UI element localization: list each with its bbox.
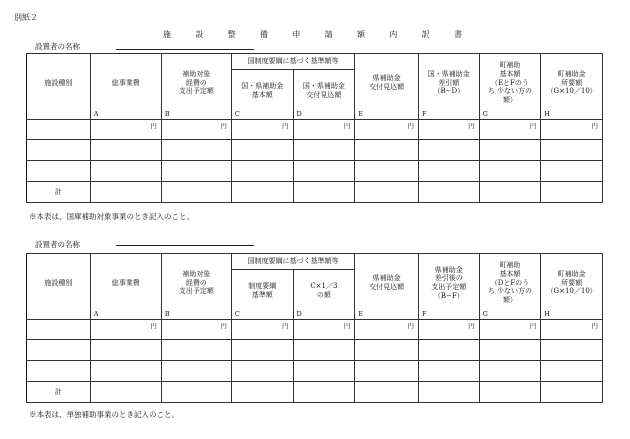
amount-cell[interactable] — [293, 161, 355, 182]
column-header-line: （G×10／10） — [546, 287, 597, 296]
amount-cell[interactable] — [90, 140, 161, 161]
title-char: 申 — [292, 30, 302, 39]
total-row — [27, 182, 603, 203]
column-letter: F — [421, 309, 427, 318]
amount-cell[interactable] — [90, 320, 161, 340]
amount-cell[interactable] — [541, 182, 603, 203]
owner-name-label-1: 設置者の名称 — [35, 42, 80, 51]
yen-unit: 円 — [220, 322, 227, 330]
column-letter: D — [296, 109, 302, 118]
column-header-line: 補助対象 — [182, 69, 211, 78]
column-header — [231, 70, 293, 120]
column-header-line: 支出予定額 — [431, 283, 467, 291]
column-header-line: （B−F） — [433, 291, 464, 300]
column-letter: E — [358, 109, 363, 118]
amount-cell[interactable] — [479, 361, 541, 382]
column-header — [355, 254, 419, 320]
amount-cell[interactable] — [161, 340, 231, 361]
column-letter: C — [234, 309, 240, 318]
column-header — [355, 54, 419, 120]
amount-cell[interactable] — [541, 161, 603, 182]
table-row — [27, 120, 603, 140]
amount-cell[interactable] — [541, 382, 603, 403]
column-header — [90, 254, 161, 320]
amount-cell[interactable] — [231, 120, 293, 140]
column-letter: F — [421, 109, 427, 118]
yen-unit: 円 — [282, 322, 289, 330]
column-header-line: 額） — [502, 96, 517, 105]
column-header-line: 県補助金 — [372, 274, 401, 283]
column-header-line: 町補助 — [499, 61, 521, 70]
column-header-line: 交付見込額 — [369, 283, 405, 291]
total-row — [27, 382, 603, 403]
column-header — [418, 54, 479, 120]
facility-type-cell[interactable] — [27, 120, 91, 140]
amount-cell[interactable] — [90, 161, 161, 182]
amount-cell[interactable] — [293, 382, 355, 403]
column-header-line: 支出予定額 — [178, 287, 214, 296]
column-letter: C — [234, 109, 240, 118]
column-header-line: 総事業費 — [111, 278, 140, 287]
amount-cell[interactable] — [355, 382, 419, 403]
column-header-line: C×1／3 — [310, 282, 338, 291]
column-header-line: 支出予定額 — [178, 87, 214, 96]
title-char: 請 — [324, 30, 334, 39]
title-char: 施 — [163, 30, 172, 39]
table-row — [27, 140, 603, 161]
amount-cell[interactable] — [355, 361, 419, 382]
amount-cell[interactable] — [231, 382, 293, 403]
title-char: 設 — [195, 30, 205, 39]
amount-cell[interactable] — [479, 120, 541, 140]
yen-unit: 円 — [220, 122, 227, 130]
amount-cell[interactable] — [479, 140, 541, 161]
amount-cell[interactable] — [231, 340, 293, 361]
column-header-line: 基本額 — [251, 91, 273, 99]
column-header-line: 交付見込額 — [306, 91, 342, 99]
amount-cell[interactable] — [479, 182, 541, 203]
column-header — [231, 270, 293, 320]
facility-type-cell[interactable] — [27, 361, 91, 382]
amount-cell[interactable] — [293, 182, 355, 203]
column-header-line: 国・県補助金 — [241, 82, 284, 91]
column-header — [90, 54, 161, 120]
group-header: 国制度要綱に基づく基準額等 — [231, 54, 354, 70]
owner-name-line-1 — [116, 49, 254, 50]
amount-cell[interactable] — [161, 382, 231, 403]
column-header-line: 町補助金 — [557, 269, 586, 278]
amount-cell[interactable] — [161, 182, 231, 203]
column-header-line: 国・県補助金 — [427, 69, 470, 78]
yen-unit: 円 — [468, 322, 475, 330]
column-letter: A — [93, 109, 99, 118]
column-header-line: 経費の — [185, 78, 207, 87]
column-header-line: （B−D） — [433, 87, 465, 96]
table-row — [27, 320, 603, 340]
amount-cell[interactable] — [231, 361, 293, 382]
amount-cell[interactable] — [231, 320, 293, 340]
column-header-line: 町補助 — [499, 261, 521, 270]
column-header — [479, 254, 541, 320]
column-header-line: 所要額 — [561, 278, 583, 287]
amount-cell[interactable] — [161, 361, 231, 382]
amount-cell[interactable] — [90, 361, 161, 382]
column-header — [479, 54, 541, 120]
amount-cell[interactable] — [479, 340, 541, 361]
column-header-line: （DとFのう — [490, 278, 530, 287]
yen-unit: 円 — [591, 122, 598, 130]
column-header-line: 国・県補助金 — [302, 82, 345, 91]
amount-cell[interactable] — [231, 140, 293, 161]
amount-cell[interactable] — [418, 361, 479, 382]
yen-unit: 円 — [343, 122, 351, 130]
column-header-line: 施設種別 — [44, 78, 73, 87]
column-header-line: 基準額 — [251, 291, 273, 299]
column-letter: D — [296, 309, 302, 318]
column-letter: G — [482, 309, 488, 318]
column-letter: B — [164, 309, 170, 318]
amount-cell[interactable] — [418, 182, 479, 203]
column-header-line: 補助対象 — [182, 269, 211, 278]
amount-cell[interactable] — [231, 182, 293, 203]
column-header-line: ち 少ない方の — [487, 287, 533, 296]
yen-unit: 円 — [150, 322, 157, 330]
column-header-line: 交付見込額 — [369, 83, 405, 91]
amount-cell[interactable] — [418, 320, 479, 340]
amount-cell[interactable] — [355, 161, 419, 182]
document-label: 別紙２ — [14, 13, 38, 22]
column-header-line: の額 — [316, 291, 331, 299]
breakdown-table-standalone — [26, 253, 603, 403]
table-row — [27, 340, 603, 361]
column-header — [541, 254, 603, 320]
column-header-line: 総事業費 — [111, 78, 140, 87]
total-label-cell — [27, 382, 91, 403]
amount-cell[interactable] — [161, 161, 231, 182]
breakdown-table-national — [26, 53, 603, 203]
column-header-line: 町補助金 — [557, 69, 586, 78]
column-letter: G — [482, 109, 488, 118]
column-header — [27, 54, 91, 120]
amount-cell[interactable] — [479, 161, 541, 182]
total-label-cell — [27, 182, 91, 203]
amount-cell[interactable] — [293, 140, 355, 161]
column-header-line: 制度要綱 — [248, 282, 277, 291]
title-char: 額 — [356, 30, 366, 39]
amount-cell[interactable] — [161, 140, 231, 161]
amount-cell[interactable] — [355, 320, 419, 340]
column-header — [418, 254, 479, 320]
amount-cell[interactable] — [418, 382, 479, 403]
column-header — [161, 54, 231, 120]
column-header-line: （EとFのう — [490, 78, 529, 87]
amount-cell[interactable] — [355, 120, 419, 140]
column-header-line: 差引額 — [438, 78, 460, 87]
amount-cell[interactable] — [355, 140, 419, 161]
owner-name-label-2: 設置者の名称 — [35, 240, 80, 249]
yen-unit: 円 — [591, 322, 598, 330]
table-row — [27, 361, 603, 382]
amount-cell[interactable] — [418, 140, 479, 161]
amount-cell[interactable] — [418, 120, 479, 140]
yen-unit: 円 — [407, 122, 414, 130]
total-label: 計 — [54, 387, 62, 396]
amount-cell[interactable] — [418, 340, 479, 361]
column-header-line: 額） — [502, 296, 517, 305]
amount-cell[interactable] — [161, 320, 231, 340]
table-note-1: ※本表は、国庫補助対象事業のとき記入のこと。 — [29, 212, 194, 221]
total-label: 計 — [54, 187, 62, 196]
column-header-line: ち 少ない方の — [487, 87, 533, 96]
column-header — [293, 70, 355, 120]
amount-cell[interactable] — [541, 361, 603, 382]
document-title — [163, 29, 463, 40]
column-header-line: 施設種別 — [44, 278, 73, 287]
amount-cell[interactable] — [90, 120, 161, 140]
amount-cell[interactable] — [231, 161, 293, 182]
yen-unit: 円 — [468, 122, 475, 130]
amount-cell[interactable] — [90, 382, 161, 403]
group-header: 国制度要綱に基づく基準額等 — [231, 254, 354, 270]
column-header-line: 経費の — [185, 278, 207, 287]
table-note-2: ※本表は、単独補助事業のとき記入のこと。 — [29, 410, 179, 419]
column-header — [541, 54, 603, 120]
title-char: 書 — [453, 30, 463, 39]
amount-cell[interactable] — [293, 340, 355, 361]
amount-cell[interactable] — [355, 182, 419, 203]
amount-cell[interactable] — [418, 161, 479, 182]
column-header-line: 差引後の — [434, 274, 463, 283]
amount-cell[interactable] — [161, 120, 231, 140]
column-header-line: 基本額 — [499, 69, 521, 78]
title-char: 内 — [389, 30, 399, 39]
column-header — [161, 254, 231, 320]
owner-name-line-2 — [116, 245, 254, 246]
facility-type-cell[interactable] — [27, 161, 91, 182]
column-letter: A — [93, 309, 99, 318]
amount-cell[interactable] — [479, 320, 541, 340]
column-letter: B — [164, 109, 170, 118]
facility-type-cell[interactable] — [27, 340, 91, 361]
amount-cell[interactable] — [90, 182, 161, 203]
yen-unit: 円 — [407, 322, 414, 330]
amount-cell[interactable] — [479, 382, 541, 403]
title-char: 整 — [227, 30, 237, 39]
amount-cell[interactable] — [541, 120, 603, 140]
column-letter: E — [358, 309, 363, 318]
amount-cell[interactable] — [293, 120, 355, 140]
column-header — [27, 254, 91, 320]
column-header-line: 県補助金 — [434, 265, 463, 274]
yen-unit: 円 — [282, 122, 289, 130]
column-letter: H — [544, 109, 550, 118]
facility-type-cell[interactable] — [27, 140, 91, 161]
column-header-line: 所要額 — [561, 78, 583, 87]
facility-type-cell[interactable] — [27, 320, 91, 340]
yen-unit: 円 — [529, 322, 537, 330]
amount-cell[interactable] — [293, 320, 355, 340]
amount-cell[interactable] — [90, 340, 161, 361]
amount-cell[interactable] — [293, 361, 355, 382]
amount-cell[interactable] — [355, 340, 419, 361]
title-char: 備 — [259, 30, 269, 39]
yen-unit: 円 — [150, 122, 157, 130]
title-char: 訳 — [421, 30, 431, 39]
column-header-line: （G×10／10） — [546, 87, 597, 96]
yen-unit: 円 — [529, 122, 537, 130]
amount-cell[interactable] — [541, 340, 603, 361]
column-header — [293, 270, 355, 320]
column-header-line: 県補助金 — [372, 74, 401, 83]
column-letter: H — [544, 309, 550, 318]
amount-cell[interactable] — [541, 320, 603, 340]
column-header-line: 基本額 — [499, 269, 521, 278]
amount-cell[interactable] — [541, 140, 603, 161]
table-row — [27, 161, 603, 182]
yen-unit: 円 — [343, 322, 351, 330]
